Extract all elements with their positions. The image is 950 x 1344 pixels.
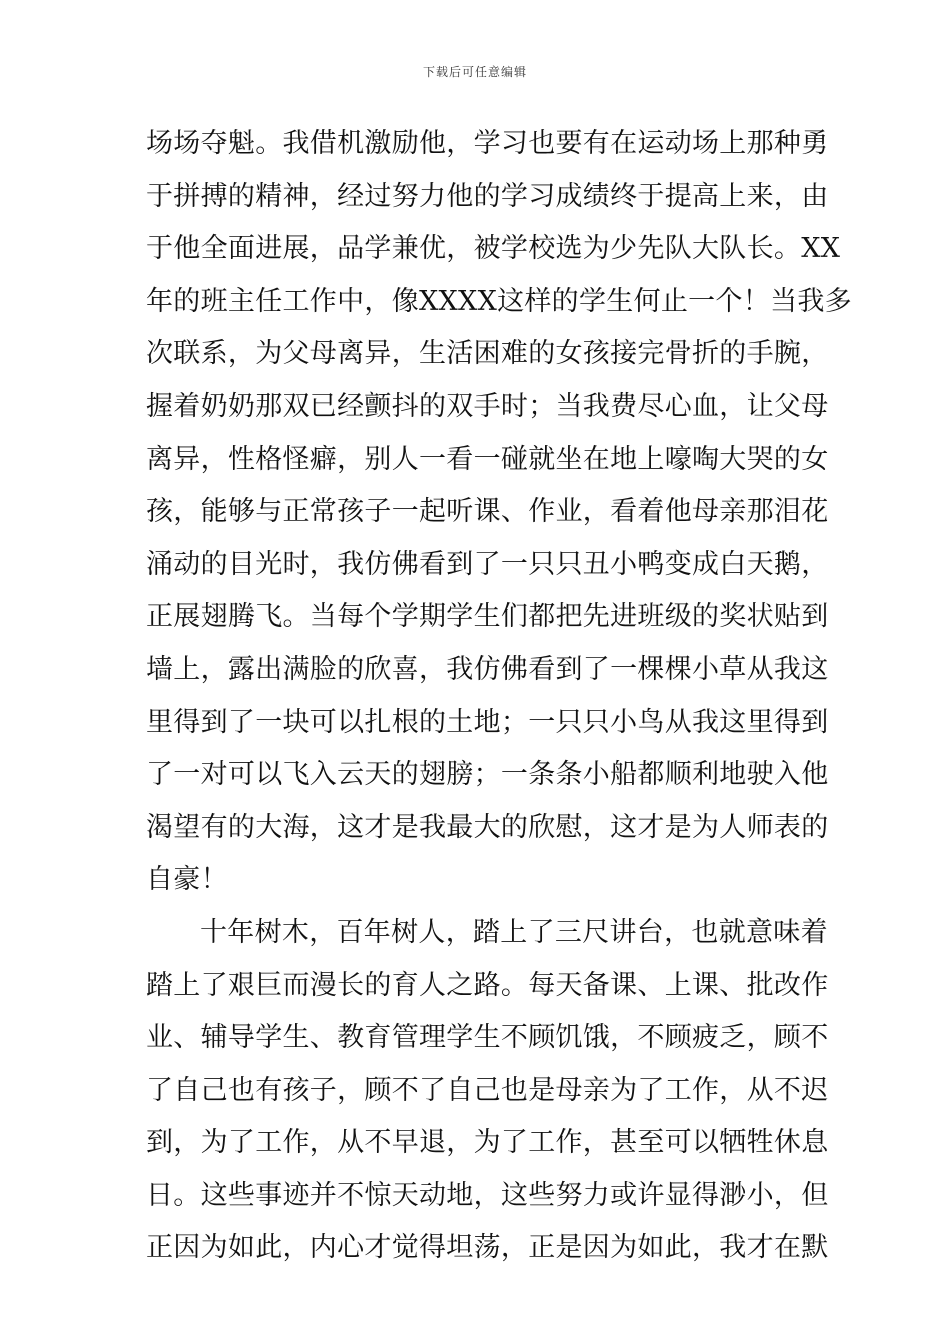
text-line: 业、辅导学生、教育管理学生不顾饥饿，不顾疲乏，顾不 (146, 1022, 829, 1054)
text-line: 孩，能够与正常孩子一起听课、作业，看着他母亲那泪花 (146, 496, 829, 528)
text-line: 正展翅腾飞。当每个学期学生们都把先进班级的奖状贴到 (146, 601, 829, 633)
text-line: 渴望有的大海，这才是我最大的欣慰，这才是为人师表的 (146, 811, 829, 843)
text-line: 于他全面进展，品学兼优，被学校选为少先队大队长。XX (146, 233, 841, 265)
text-line: 离异，性格怪癖，别人一看一碰就坐在地上嚎啕大哭的女 (146, 443, 829, 475)
text-line: 了自己也有孩子，顾不了自己也是母亲为了工作，从不迟 (146, 1074, 829, 1106)
text-line: 日。这些事迹并不惊天动地，这些努力或许显得渺小，但 (146, 1179, 829, 1211)
text-line: 握着奶奶那双已经颤抖的双手时；当我费尽心血，让父母 (146, 390, 829, 422)
text-line: 于拼搏的精神，经过努力他的学习成绩终于提高上来，由 (146, 180, 829, 212)
text-line: 年的班主任工作中，像XXXX这样的学生何止一个！当我多 (146, 285, 852, 317)
text-line: 涌动的目光时，我仿佛看到了一只只丑小鸭变成白天鹅， (146, 548, 829, 580)
text-line: 墙上，露出满脸的欣喜，我仿佛看到了一棵棵小草从我这 (146, 653, 829, 685)
paragraph-start-line: 十年树木，百年树人，踏上了三尺讲台，也就意味着 (200, 916, 828, 948)
document-body (146, 118, 852, 1275)
text-line: 场场夺魁。我借机激励他，学习也要有在运动场上那种勇 (146, 128, 829, 159)
text-line: 了一对可以飞入云天的翅膀；一条条小船都顺利地驶入他 (146, 759, 829, 791)
text-line: 自豪！ (146, 864, 228, 896)
text-line: 正因为如此，内心才觉得坦荡，正是因为如此，我才在默 (146, 1232, 829, 1264)
text-line: 次联系，为父母离异，生活困难的女孩接完骨折的手腕， (146, 338, 829, 370)
text-line: 里得到了一块可以扎根的土地；一只只小鸟从我这里得到 (146, 706, 829, 738)
page-header: 下载后可任意编辑 (422, 65, 527, 79)
text-line: 踏上了艰巨而漫长的育人之路。每天备课、上课、批改作 (146, 969, 829, 1001)
text-line: 到，为了工作，从不早退，为了工作，甚至可以牺牲休息 (146, 1127, 829, 1159)
